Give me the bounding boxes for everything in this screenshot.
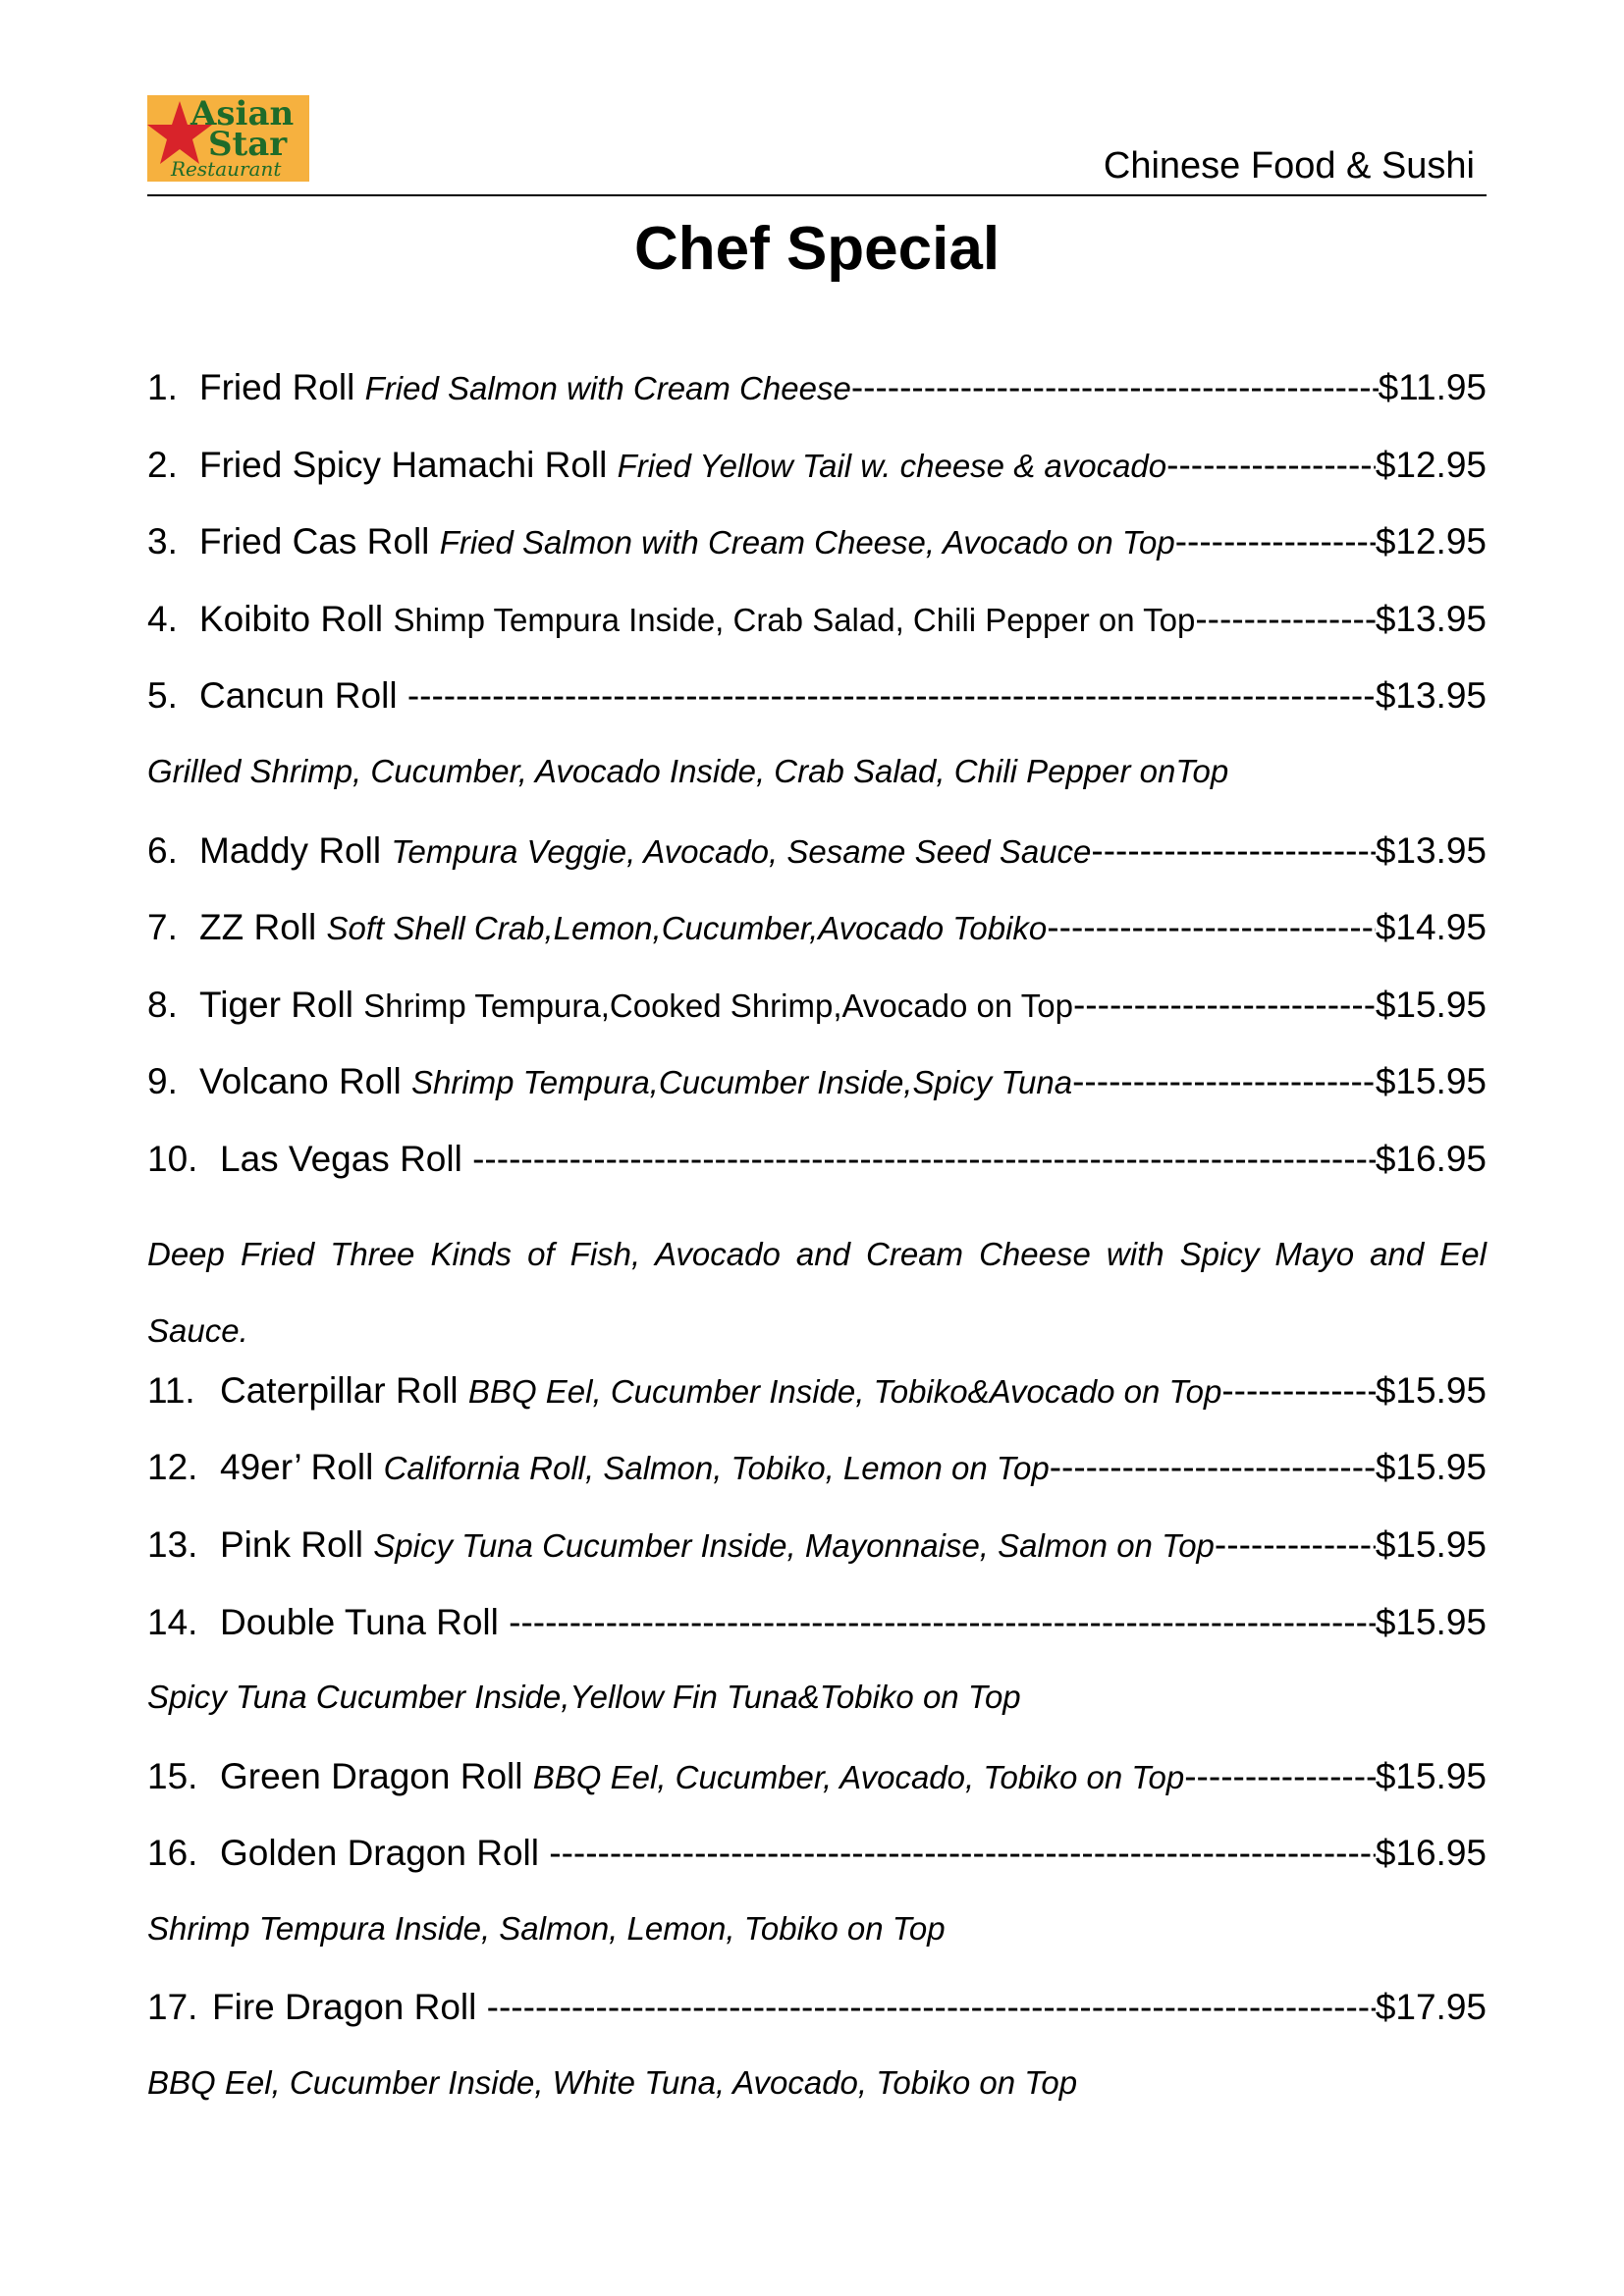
menu-item-number: 5.: [147, 675, 178, 717]
menu-item-name: ZZ Roll: [199, 907, 317, 948]
menu-item-name: Double Tuna Roll: [220, 1601, 499, 1642]
menu-item: [147, 599, 1487, 676]
menu-item-description: Tempura Veggie, Avocado, Sesame Seed Sauce: [391, 832, 1092, 870]
menu-item-name: Pink Roll: [220, 1523, 363, 1565]
header-tagline: Chinese Food & Sushi: [1103, 145, 1475, 187]
menu-item-name: Fried Roll: [199, 367, 355, 407]
menu-item: [147, 1061, 1487, 1139]
menu-item-number: 10.: [147, 1138, 198, 1179]
menu-item: [147, 1524, 1487, 1602]
restaurant-logo: [147, 95, 309, 182]
menu-item-price: $15.95: [1375, 1755, 1487, 1796]
menu-item-description: Shrimp Tempura,Cooked Shrimp,Avocado on Top: [363, 987, 1073, 1024]
menu-item-description: Spicy Tuna Cucumber Inside, Mayonnaise, Salmon on Top: [373, 1526, 1215, 1564]
menu-item-number: 12.: [147, 1447, 198, 1488]
menu-item-name: Las Vegas Roll: [220, 1138, 462, 1179]
menu-item-number: 14.: [147, 1601, 198, 1642]
menu-item-note: Shrimp Tempura Inside, Salmon, Lemon, Tobiko on Top: [147, 1909, 946, 1947]
menu-item-description: BBQ Eel, Cucumber, Avocado, Tobiko on Top: [532, 1758, 1185, 1795]
menu-item: [147, 985, 1487, 1062]
menu-item-name: Tiger Roll: [199, 984, 353, 1025]
menu-item: [147, 1833, 1487, 1910]
menu-item-price: $16.95: [1375, 1833, 1487, 1874]
menu-item-number: 8.: [147, 984, 178, 1025]
menu-item-name: Fire Dragon Roll: [212, 1987, 477, 2028]
menu-item-number: 11.: [147, 1369, 195, 1411]
logo-word-restaurant: Restaurant: [171, 157, 282, 181]
menu-item: [147, 1602, 1487, 1680]
menu-item-note: Deep Fried Three Kinds of Fish, Avocado and Cream Cheese with Spicy Mayo and Eel Sauce.: [147, 1235, 1487, 1350]
menu-item: [147, 1987, 1487, 2064]
dotted-leader: [1184, 1756, 1376, 1797]
menu-item-price: $15.95: [1375, 1523, 1487, 1565]
dotted-leader: [407, 675, 1376, 717]
menu-item-name: Cancun Roll: [199, 675, 398, 717]
menu-item-description: Fried Yellow Tail w. cheese & avocado: [617, 447, 1167, 484]
menu-item: [147, 1756, 1487, 1834]
menu-item-name: Caterpillar Roll: [220, 1369, 459, 1411]
menu-item-price: $14.95: [1375, 907, 1487, 948]
menu-item-number: 3.: [147, 521, 178, 562]
menu-item: [147, 907, 1487, 985]
menu-item-price: $12.95: [1375, 521, 1487, 562]
dotted-leader: [851, 367, 1379, 408]
logo-word-star: Star: [208, 125, 288, 164]
menu-item-description: BBQ Eel, Cucumber Inside, Tobiko&Avocado on Top: [467, 1372, 1222, 1410]
menu-item-price: $13.95: [1375, 675, 1487, 717]
menu-item-price: $17.95: [1375, 1987, 1487, 2028]
menu-item-price: $16.95: [1375, 1138, 1487, 1179]
menu-item: [147, 1139, 1487, 1216]
menu-item-number: 2.: [147, 444, 178, 485]
dotted-leader: [487, 1987, 1376, 2028]
dotted-leader: [1215, 1524, 1376, 1566]
dotted-leader: [1195, 599, 1375, 640]
dotted-leader: [472, 1139, 1376, 1180]
menu-list: [147, 367, 1487, 2142]
menu-item: [147, 1370, 1487, 1448]
menu-item-price: $15.95: [1375, 1061, 1487, 1102]
menu-item-price: $12.95: [1375, 444, 1487, 485]
menu-item-number: 13.: [147, 1523, 198, 1565]
dotted-leader: [1050, 1447, 1376, 1488]
dotted-leader: [1166, 445, 1376, 486]
menu-item-price: $15.95: [1375, 1601, 1487, 1642]
menu-item-name: Maddy Roll: [199, 829, 382, 871]
menu-item-price: $15.95: [1375, 984, 1487, 1025]
menu-item-name: Fried Spicy Hamachi Roll: [199, 444, 608, 485]
dotted-leader: [509, 1602, 1376, 1643]
menu-item-description: California Roll, Salmon, Tobiko, Lemon on Top: [383, 1450, 1050, 1487]
logo-word-asian: Asian: [190, 95, 295, 133]
menu-item-name: Golden Dragon Roll: [220, 1833, 539, 1874]
menu-item-price: $15.95: [1375, 1447, 1487, 1488]
menu-item: [147, 830, 1487, 908]
menu-item: [147, 1447, 1487, 1524]
menu-item-note: Spicy Tuna Cucumber Inside,Yellow Fin Tuna&Tobiko on Top: [147, 1679, 1021, 1716]
menu-item-number: 16.: [147, 1833, 198, 1874]
dotted-leader: [1091, 830, 1375, 872]
menu-item-description: Shrimp Tempura,Cucumber Inside,Spicy Tuna: [410, 1064, 1073, 1101]
menu-item-number: 1.: [147, 367, 178, 407]
menu-item-note: Grilled Shrimp, Cucumber, Avocado Inside, Crab Salad, Chili Pepper onTop: [147, 752, 1229, 789]
page-title: Chef Special: [633, 215, 1001, 283]
menu-item: [147, 445, 1487, 522]
menu-item-note: BBQ Eel, Cucumber Inside, White Tuna, Avocado, Tobiko on Top: [147, 2064, 1078, 2102]
dotted-leader: [1073, 985, 1376, 1026]
dotted-leader: [1072, 1061, 1376, 1102]
menu-item-name: Koibito Roll: [199, 598, 384, 639]
dotted-leader: [1221, 1370, 1375, 1412]
menu-item-name: Fried Cas Roll: [199, 521, 430, 562]
menu-item-number: 7.: [147, 907, 178, 948]
menu-item: [147, 367, 1487, 445]
menu-item-description: Soft Shell Crab,Lemon,Cucumber,Avocado Tobiko: [326, 910, 1048, 947]
menu-item-price: $13.95: [1375, 598, 1487, 639]
menu-item-number: 6.: [147, 829, 178, 871]
dotted-leader: [1047, 907, 1376, 948]
menu-item-description: Fried Salmon with Cream Cheese, Avocado on Top: [439, 524, 1175, 561]
menu-item-price: $11.95: [1378, 367, 1487, 407]
menu-item-number: 4.: [147, 598, 178, 639]
menu-item-name: Volcano Roll: [199, 1061, 402, 1102]
menu-item-name: 49er’ Roll: [220, 1447, 374, 1488]
dotted-leader: [1175, 521, 1376, 562]
header-divider: [147, 194, 1487, 196]
menu-item-number: 17.: [147, 1987, 198, 2028]
dotted-leader: [549, 1833, 1376, 1874]
menu-item-number: 15.: [147, 1755, 198, 1796]
menu-item-price: $15.95: [1375, 1369, 1487, 1411]
menu-item-description: Fried Salmon with Cream Cheese: [364, 370, 851, 406]
menu-item-number: 9.: [147, 1061, 178, 1102]
menu-item-name: Green Dragon Roll: [220, 1755, 523, 1796]
menu-item: [147, 675, 1487, 753]
menu-item-price: $13.95: [1375, 829, 1487, 871]
menu-item-description: Shimp Tempura Inside, Crab Salad, Chili Pepper on Top: [393, 601, 1196, 638]
menu-item: [147, 521, 1487, 599]
